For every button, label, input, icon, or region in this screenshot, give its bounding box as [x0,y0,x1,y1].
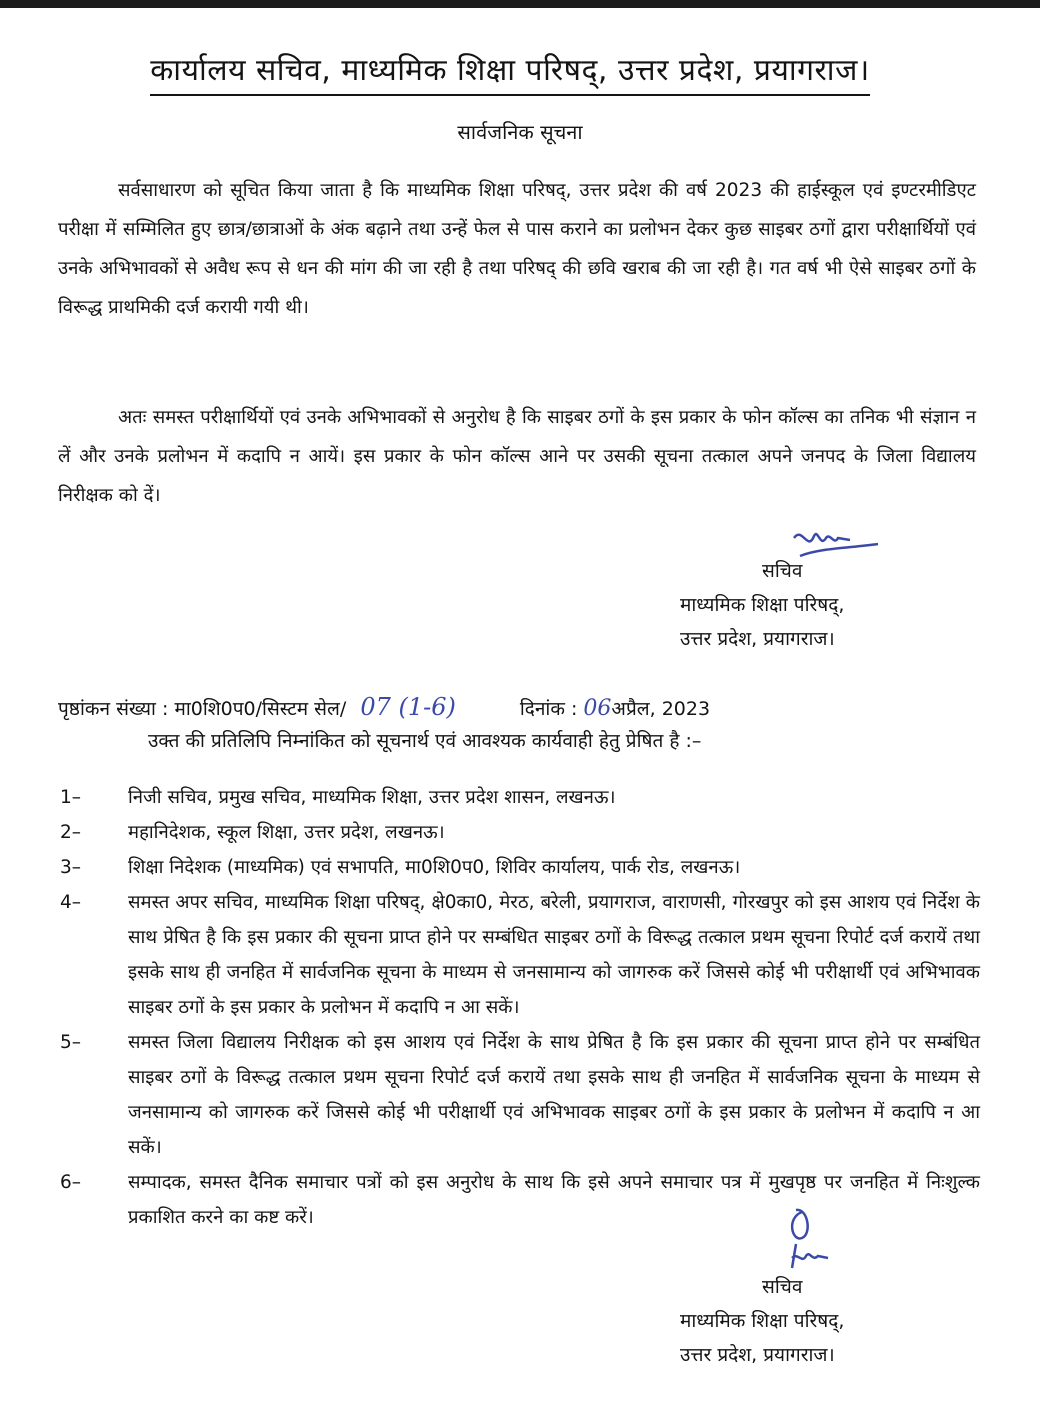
office-header [60,48,960,89]
signatory-line-1: माध्यमिक शिक्षा परिषद्, [680,1310,845,1332]
list-item-text: निजी सचिव, प्रमुख सचिव, माध्यमिक शिक्षा, उत्तर प्रदेश शासन, लखनऊ। [128,787,616,808]
signature-block-2 [680,1270,844,1372]
list-item-text: समस्त अपर सचिव, माध्यमिक शिक्षा परिषद्, क्षे0का0, मेरठ, बरेली, प्रयागराज, वाराणसी, गोरखपुर को इस आशय एवं निर्देश के साथ प्रेषित है कि इस प्रकार की सूचना प्राप्त होने पर सम्बंधित साइबर ठगों के विरूद्ध तत्काल प्रथम सूचना रिपोर्ट दर्ज करायें तथा इसके साथ ही जनहित में सार्वजनिक सूचना के माध्यम से जनसामान्य को जागरुक करें जिससे कोई भी परीक्षार्थी एवं अभिभावक साइबर ठगों के इस प्रकार के प्रलोभन में कदापि न आ सकें। [128,892,980,1018]
office-title: कार्यालय सचिव, माध्यमिक शिक्षा परिषद्, उत्तर प्रदेश, प्रयागराज। [150,53,869,96]
date-day-handwritten: 06 [583,696,612,721]
forwarding-line: उक्त की प्रतिलिपि निम्नांकित को सूचनार्थ एवं आवश्यक कार्यवाही हेतु प्रेषित है :– [148,730,702,752]
list-item [60,780,980,815]
list-item-number: 3– [60,857,82,878]
endorsement-line [58,690,988,726]
list-item-number: 1– [60,787,82,808]
list-item-text: समस्त जिला विद्यालय निरीक्षक को इस आशय एवं निर्देश के साथ प्रेषित है कि इस प्रकार की सूचना प्राप्त होने पर सम्बंधित साइबर ठगों के विरूद्ध तत्काल प्रथम सूचना रिपोर्ट दर्ज करायें तथा इसके साथ ही जनहित में सार्वजनिक सूचना के माध्यम से जनसामान्य को जागरुक करें जिससे कोई भी परीक्षार्थी एवं अभिभावक साइबर ठगों के इस प्रकार के प्रलोभन में कदापि न आ सकें। [128,1032,980,1158]
reference-label: पृष्ठांकन संख्या : मा0शि0प0/सिस्टम सेल/ [58,698,347,720]
date-label: दिनांक : [519,698,578,720]
recipient-list [60,780,980,1235]
notice-title: सार्वजनिक सूचना [457,120,583,144]
signatory-title: सचिव [762,560,803,582]
signatory-line-1: माध्यमिक शिक्षा परिषद्, [680,594,845,616]
list-item [60,815,980,850]
list-item [60,850,980,885]
signatory-line-2: उत्तर प्रदेश, प्रयागराज। [680,628,835,650]
date-month-year: अप्रैल, 2023 [611,698,711,720]
signatory-title: सचिव [762,1276,803,1298]
list-item-number: 5– [60,1032,82,1053]
list-item-number: 4– [60,892,82,913]
notice-document [0,8,1040,1404]
top-border [0,0,1040,8]
list-item [60,1025,980,1165]
list-item-text: महानिदेशक, स्कूल शिक्षा, उत्तर प्रदेश, लखनऊ। [128,822,445,843]
list-item-text: सम्पादक, समस्त दैनिक समाचार पत्रों को इस अनुरोध के साथ कि इसे अपने समाचार पत्र में मुखपृष्ठ पर जनहित में निःशुल्क प्रकाशित करने का कष्ट करें। [128,1172,980,1228]
list-item-number: 6– [60,1172,82,1193]
notice-paragraph-1: सर्वसाधारण को सूचित किया जाता है कि माध्यमिक शिक्षा परिषद्, उत्तर प्रदेश की वर्ष 2023 की हाईस्कूल एवं इण्टरमीडिएट परीक्षा में सम्मिलित हुए छात्र/छात्राओं के अंक बढ़ाने तथा उन्हें फेल से पास कराने का प्रलोभन देकर कुछ साइबर ठगों द्वारा परीक्षार्थियों एवं उनके अभिभावकों से अवैध रूप से धन की मांग की जा रही है तथा परिषद् की छवि खराब की जा रही है। गत वर्ष भी ऐसे साइबर ठगों के विरूद्ध प्राथमिकी दर्ज करायी गयी थी। [58,180,976,318]
list-item-text: शिक्षा निदेशक (माध्यमिक) एवं सभापति, मा0शि0प0, शिविर कार्यालय, पार्क रोड, लखनऊ। [128,857,741,878]
reference-number-handwritten: 07 (1-6) [360,693,456,721]
list-item-number: 2– [60,822,82,843]
list-item [60,885,980,1025]
signature-block-1 [680,554,844,656]
notice-paragraph-2: अतः समस्त परीक्षार्थियों एवं उनके अभिभावकों से अनुरोध है कि साइबर ठगों के इस प्रकार के फोन कॉल्स का तनिक भी संज्ञान न लें और उनके प्रलोभन में कदापि न आयें। इस प्रकार के फोन कॉल्स आने पर उसकी सूचना तत्काल अपने जनपद के जिला विद्यालय निरीक्षक को दें। [58,407,976,506]
signatory-line-2: उत्तर प्रदेश, प्रयागराज। [680,1344,835,1366]
